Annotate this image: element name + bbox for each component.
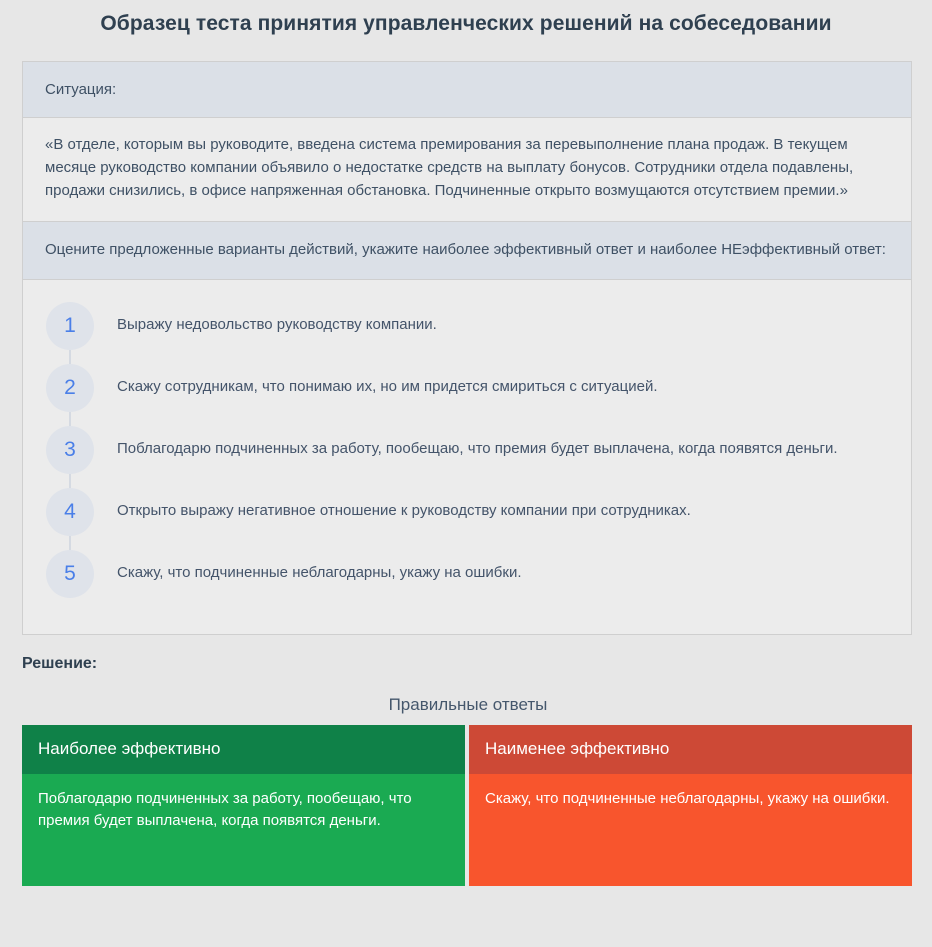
most-effective-answer: Поблагодарю подчиненных за работу, пообещаю, что премия будет выплачена, когда появятся деньги. [22,774,465,886]
options-list [23,280,911,634]
page-title: Образец теста принятия управленческих решений на собеседовании [100,12,832,35]
option-marker-column [23,362,117,412]
option-number-badge: 2 [46,364,94,412]
option-marker-column [23,300,117,350]
option-label: Скажу сотрудникам, что понимаю их, но им придется смириться с ситуацией. [117,377,658,395]
answers-caption: Правильные ответы [388,694,548,714]
situation-label: Ситуация: [23,62,911,118]
list-item[interactable] [23,548,911,610]
option-marker-column [23,424,117,474]
least-effective-answer: Скажу, что подчиненные неблагодарны, укажу на ошибки. [469,774,912,886]
instruction-text: Оцените предложенные варианты действий, укажите наиболее эффективный ответ и наиболее НЕэффективный ответ: [23,222,911,280]
option-number-badge: 4 [46,488,94,536]
solution-heading: Решение: [22,654,98,672]
option-number-badge: 1 [46,302,94,350]
situation-text: «В отделе, которым вы руководите, введена система премирования за перевыполнение плана продаж. В текущем месяце руководство компании объявило о недостатке средств на выплату бонусов. Сотрудники отдела подавлены, продажи снизились, в офисе напряженная обстановка. Подчиненные открыто возмущаются отсутствием премии.» [23,118,911,222]
option-number-badge: 5 [46,550,94,598]
least-effective-column [469,725,912,886]
most-effective-header: Наиболее эффективно [22,725,465,774]
list-item[interactable] [23,424,911,486]
most-effective-column [22,725,465,886]
option-marker-column [23,548,117,598]
question-card [22,61,912,635]
list-item[interactable] [23,486,911,548]
option-label: Поблагодарю подчиненных за работу, пообещаю, что премия будет выплачена, когда появятся деньги. [117,439,838,457]
option-label: Скажу, что подчиненные неблагодарны, укажу на ошибки. [117,563,522,581]
option-number-badge: 3 [46,426,94,474]
option-marker-column [23,486,117,536]
list-item[interactable] [23,300,911,362]
list-item[interactable] [23,362,911,424]
least-effective-header: Наименее эффективно [469,725,912,774]
option-label: Выражу недовольство руководству компании. [117,315,437,333]
answers-table [22,725,912,886]
option-label: Открыто выражу негативное отношение к руководству компании при сотрудниках. [117,501,691,519]
